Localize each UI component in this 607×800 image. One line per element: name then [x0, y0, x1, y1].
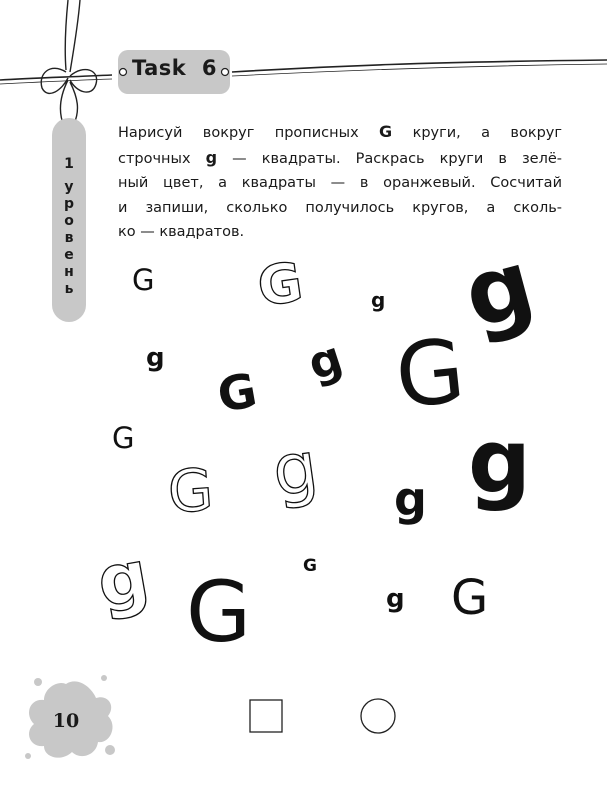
letter-uppercase-g[interactable]: G: [451, 570, 489, 626]
level-letter: в: [64, 230, 74, 246]
letter-uppercase-g[interactable]: G: [112, 421, 135, 455]
letter-uppercase-g[interactable]: G: [132, 263, 155, 297]
letter-uppercase-g[interactable]: G: [213, 363, 262, 424]
instructions-line: ко — квадратов.: [118, 224, 245, 240]
level-letter: у: [64, 179, 74, 195]
letter-lowercase-g[interactable]: g: [394, 472, 427, 526]
letter-uppercase-g[interactable]: G: [165, 455, 216, 527]
instructions-line: строчных g — квадраты. Раскрась круги в зелё-: [118, 147, 562, 167]
page-number: 10: [52, 710, 80, 732]
letter-lowercase-g[interactable]: g: [468, 410, 531, 513]
task-title: Task 6: [132, 56, 217, 80]
letter-lowercase-g[interactable]: g: [453, 229, 545, 350]
letter-lowercase-g[interactable]: g: [146, 343, 165, 373]
tag-hole-icon: [222, 69, 229, 76]
level-label: [52, 156, 86, 298]
level-letter: ь: [64, 281, 74, 297]
level-letter: н: [64, 264, 74, 280]
level-letter: р: [63, 196, 75, 212]
letter-lowercase-g[interactable]: g: [91, 534, 155, 624]
letter-uppercase-g[interactable]: G: [186, 563, 252, 661]
tag-hole-icon: [120, 69, 127, 76]
level-letter: о: [64, 213, 74, 229]
letter-uppercase-g[interactable]: G: [390, 318, 470, 429]
level-letter: е: [64, 247, 74, 263]
letter-lowercase-g[interactable]: g: [301, 330, 349, 391]
instructions-line: и запиши, сколько получилось кругов, а сколь-: [118, 199, 562, 216]
letter-lowercase-g[interactable]: g: [371, 288, 386, 312]
level-number: 1: [64, 156, 74, 172]
instructions-line: Нарисуй вокруг прописных G круги, а вокруг: [118, 122, 562, 141]
instructions-line: ный цвет, а квадраты — в оранжевый. Сосчитай: [118, 175, 562, 191]
instructions-text: [118, 120, 562, 245]
letter-lowercase-g[interactable]: g: [386, 584, 405, 614]
letter-uppercase-g[interactable]: G: [303, 556, 317, 576]
letter-lowercase-g[interactable]: g: [267, 425, 323, 513]
letter-uppercase-g[interactable]: G: [253, 250, 307, 319]
